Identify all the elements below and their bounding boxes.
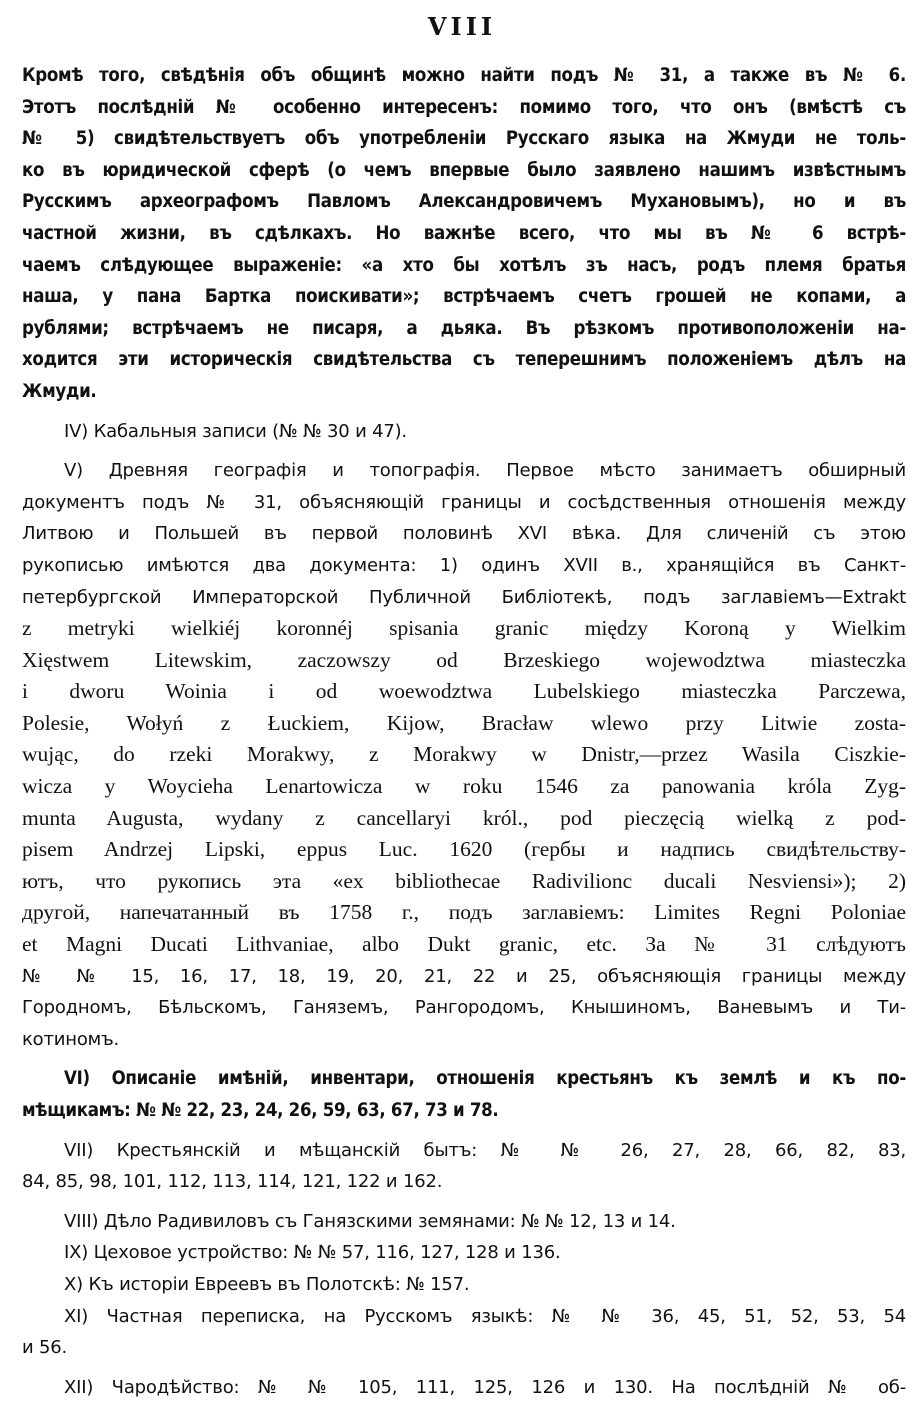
text-line: wicza y Woycieha Lenartowicza w roku 1546 za panowania króla Zyg- [22,774,906,799]
text-line: чаемъ слѣдующее выраженіе: «а хто бы хотѣлъ зъ насъ, родъ племя братья [22,254,906,276]
text-line: другой, напечатанный въ 1758 г., подъ заглавіемъ: Limites Regni Poloniae [22,900,906,925]
text-line: VII) Крестьянскій и мѣщанскій бытъ: № № 26, 27, 28, 66, 82, 83, [64,1139,906,1161]
text-line: мѣщикамъ: № № 22, 23, 24, 26, 59, 63, 67, 73 и 78. [22,1100,499,1121]
text-line: Xięstwem Litewskim, zaczowszy od Brzeskiego wojewodztwa miasteczka [22,647,906,672]
text-line: XI) Частная переписка, на Русскомъ языкѣ: № № 36, 45, 51, 52, 53, 54 [64,1305,906,1327]
text-line: № 5) свидѣтельствуетъ объ употребленіи Русскаго языка на Жмуди не толь- [22,128,906,150]
text-line: петербургской Императорской Публичной Библіотекѣ, подъ заглавіемъ—Extrakt [22,586,906,608]
text-line: ко въ юридической сферѣ (о чемъ впервые было заявлено нашимъ извѣстнымъ [22,159,906,181]
text-line: ютъ, что рукопись эта «ex bibliothecae Radivilionc ducali Nesviensi»); 2) [22,868,906,893]
text-line: Городномъ, Бѣльскомъ, Ганяземъ, Рангородомъ, Кнышиномъ, Ваневымъ и Ти- [22,997,906,1019]
text-line: i dworu Woinia i od woewodztwa Lubelskiego miasteczka Parczewa, [22,679,906,704]
text-line: XII) Чародѣйство: № № 105, 111, 125, 126 и 130. На послѣдній № об- [64,1376,906,1398]
text-line: документъ подъ № 31, объясняющій границы и сосѣдственныя отношенія между [22,491,906,513]
text-line: 84, 85, 98, 101, 112, 113, 114, 121, 122 и 162. [22,1171,443,1193]
text-line: частной жизни, въ сдѣлкахъ. Но важнѣе всего, что мы въ № 6 встрѣ- [22,222,906,244]
text-line: VI) Описаніе имѣній, инвентари, отношенія крестьянъ къ землѣ и къ по- [64,1068,906,1090]
text-line: X) Къ исторіи Евреевъ въ Полотскѣ: № 157. [64,1273,470,1295]
text-line: Кромѣ того, свѣдѣнія объ общинѣ можно найти подъ № 31, а также въ № 6. [22,65,906,86]
text-line: VIII) Дѣло Радивиловъ съ Ганязскими земянами: № № 12, 13 и 14. [64,1210,676,1232]
text-line: IV) Кабальныя записи (№ № 30 и 47). [64,420,407,442]
text-line: Жмуди. [22,380,97,402]
text-line: IX) Цеховое устройство: № № 57, 116, 127, 128 и 136. [64,1242,561,1264]
document-body [22,60,906,1403]
text-line: wując, do rzeki Morakwy, z Morakwy w Dnistr,—przez Wasila Ciszkie- [22,742,906,767]
text-line: рукописью имѣются два документа: 1) одинъ XVII в., хранящійся въ Санкт- [22,554,906,576]
text-line: Литвою и Польшей въ первой половинѣ XVI вѣка. Для сличеній съ этою [22,523,906,545]
text-line: pisem Andrzej Lipski, eppus Luc. 1620 (гербы и надпись свидѣтельству- [22,837,906,862]
text-line: наша, у пана Бартка поискивати»; встрѣчаемъ счетъ грошей не копами, а [22,286,906,308]
text-line: V) Древняя географія и топографія. Первое мѣсто занимаетъ обширный [64,460,906,482]
text-line: munta Augusta, wydany z cancellaryi król., pod pieczęcią wielką z pod- [22,805,906,830]
text-line: et Magni Ducati Lithvaniae, albo Dukt granic, etc. За № 31 слѣдуютъ [22,932,906,957]
text-line: Русскимъ археографомъ Павломъ Александровичемъ Мухановымъ), но и въ [22,191,906,213]
text-line: ходится эти историческія свидѣтельства съ теперешнимъ положеніемъ дѣлъ на [22,349,906,371]
page-number: VIII [427,12,497,41]
text-line: и 56. [22,1337,68,1359]
text-line: Этотъ послѣдній № особенно интересенъ: помимо того, что онъ (вмѣстѣ съ [22,96,906,118]
text-line: z metryki wielkiéj koronnéj spisania granic między Koroną y Wielkim [22,616,906,641]
text-line: котиномъ. [22,1028,120,1050]
text-line: рублями; встрѣчаемъ не писаря, а дьяка. Въ рѣзкомъ противоположеніи на- [22,317,906,339]
text-line: Polesie, Wołyń z Łuckiem, Kijow, Bracław wlewo przy Litwie zosta- [22,710,906,735]
text-line: № № 15, 16, 17, 18, 19, 20, 21, 22 и 25, объясняющія границы между [22,965,906,987]
